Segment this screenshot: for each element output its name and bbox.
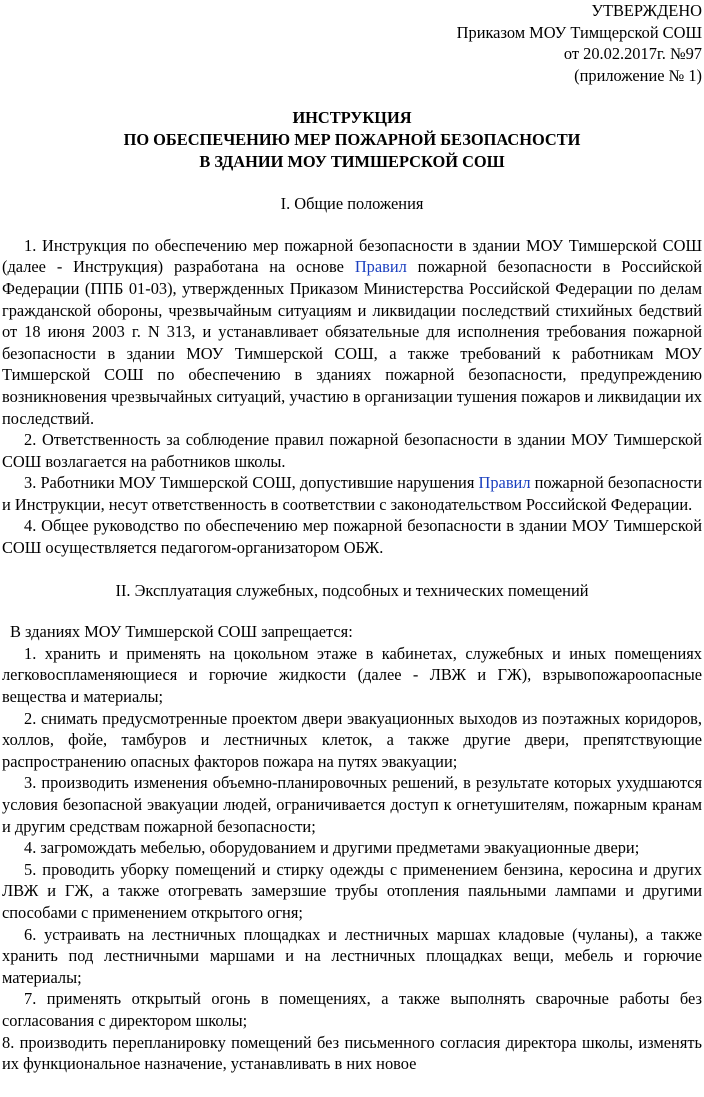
paragraph-text: пожарной безопасности в Российской Федерации (ППБ 01-03), утвержденных Приказом Министерства Российской Федерации по делам гражданской обороны, чрезвычайным ситуациям и ликвидации последствий стихийных бедствий от 18 июня 2003 г. N 313, и устанавливает обязательные для исполнения требования пожарной безопасности в здании МОУ Тимшерской СОШ, а также требований к работникам МОУ Тимшерской СОШ по обеспечению в зданиях пожарной безопасности, предупреждению возникновения чрезвычайных ситуаций, участию в организации тушения пожаров и ликвидации их последствий.	[2, 257, 702, 428]
approval-line: от 20.02.2017г. №97	[563, 44, 702, 64]
paragraph-2: 2. Ответственность за соблюдение правил пожарной безопасности в здании МОУ Тимшерской СОШ возлагается на работников школы.	[2, 430, 702, 471]
paragraph-3	[2, 472, 702, 515]
section-heading-general: I. Общие положения	[280, 194, 424, 214]
approval-stamp	[2, 0, 702, 86]
paragraph-text: 1. Инструкция по обеспечению мер пожарной безопасности в здании МОУ Тимшерской СОШ (далее - Инструкция) разработана на основе	[2, 235, 702, 277]
paragraph-text: пожарной безопасности и Инструкции, несут ответственность в соответствии с законодательством Российской Федерации.	[2, 473, 702, 514]
paragraph-4: 4. Общее руководство по обеспечению мер пожарной безопасности в здании МОУ Тимшерской СОШ осуществляется педагогом-организатором ОБЖ.	[2, 516, 702, 558]
paragraph-text: 3. Работники МОУ Тимшерской СОШ, допустившие нарушения	[24, 473, 479, 493]
list-item: 5. проводить уборку помещений и стирку одежды с применением бензина, керосина и других ЛВЖ и ГЖ, а также отогревать замерзшие трубы отопления паяльными лампами и другими способами с применением открытого огня;	[2, 859, 702, 922]
title-line: ИНСТРУКЦИЯ	[292, 108, 412, 128]
title-line: ПО ОБЕСПЕЧЕНИЮ МЕР ПОЖАРНОЙ БЕЗОПАСНОСТИ	[123, 129, 581, 149]
approval-line: Приказом МОУ Тимщерской СОШ	[456, 22, 702, 42]
list-item: 7. применять открытый огонь в помещениях, а также выполнять сварочные работы без согласования с директором школы;	[2, 989, 702, 1030]
list-item: 8. производить перепланировку помещений без письменного согласия директора школы, изменять их функциональное назначение, устанавливать в них новое	[2, 1032, 702, 1074]
rules-link[interactable]: Правил	[354, 257, 407, 277]
section-heading-operation: II. Эксплуатация служебных, подсобных и технических помещений	[115, 580, 589, 600]
prohibitions-intro: В зданиях МОУ Тимшерской СОШ запрещается:	[10, 622, 353, 642]
list-item: 6. устраивать на лестничных площадках и лестничных маршах кладовые (чуланы), а также хранить под лестничными маршами и на лестничных площадках вещи, мебель и горючие материалы;	[2, 924, 702, 987]
list-item: 2. снимать предусмотренные проектом двери эвакуационных выходов из поэтажных коридоров, холлов, фойе, тамбуров и лестничных клеток, а также другие двери, препятствующие распространению опасных факторов пожара на путях эвакуации;	[2, 708, 702, 771]
paragraph-1	[2, 235, 702, 429]
rules-link[interactable]: Правил	[478, 473, 531, 493]
title-line: В ЗДАНИИ МОУ ТИМШЕРСКОЙ СОШ	[199, 151, 505, 171]
list-item: 1. хранить и применять на цокольном этаже в кабинетах, служебных и иных помещениях легковоспламеняющиеся и горючие жидкости (далее - ЛВЖ и ГЖ), взрывопожароопасные вещества и материалы;	[2, 643, 702, 707]
approval-line: УТВЕРЖДЕНО	[591, 1, 702, 20]
approval-line: (приложение № 1)	[574, 65, 702, 85]
document-title	[2, 107, 702, 172]
list-item: 4. загромождать мебелью, оборудованием и другими предметами эвакуационные двери;	[24, 838, 640, 858]
list-item: 3. производить изменения объемно-планировочных решений, в результате которых ухудшаются условия безопасной эвакуации людей, ограничивается доступ к огнетушителям, пожарным кранам и другим средствам пожарной безопасности;	[2, 773, 702, 836]
